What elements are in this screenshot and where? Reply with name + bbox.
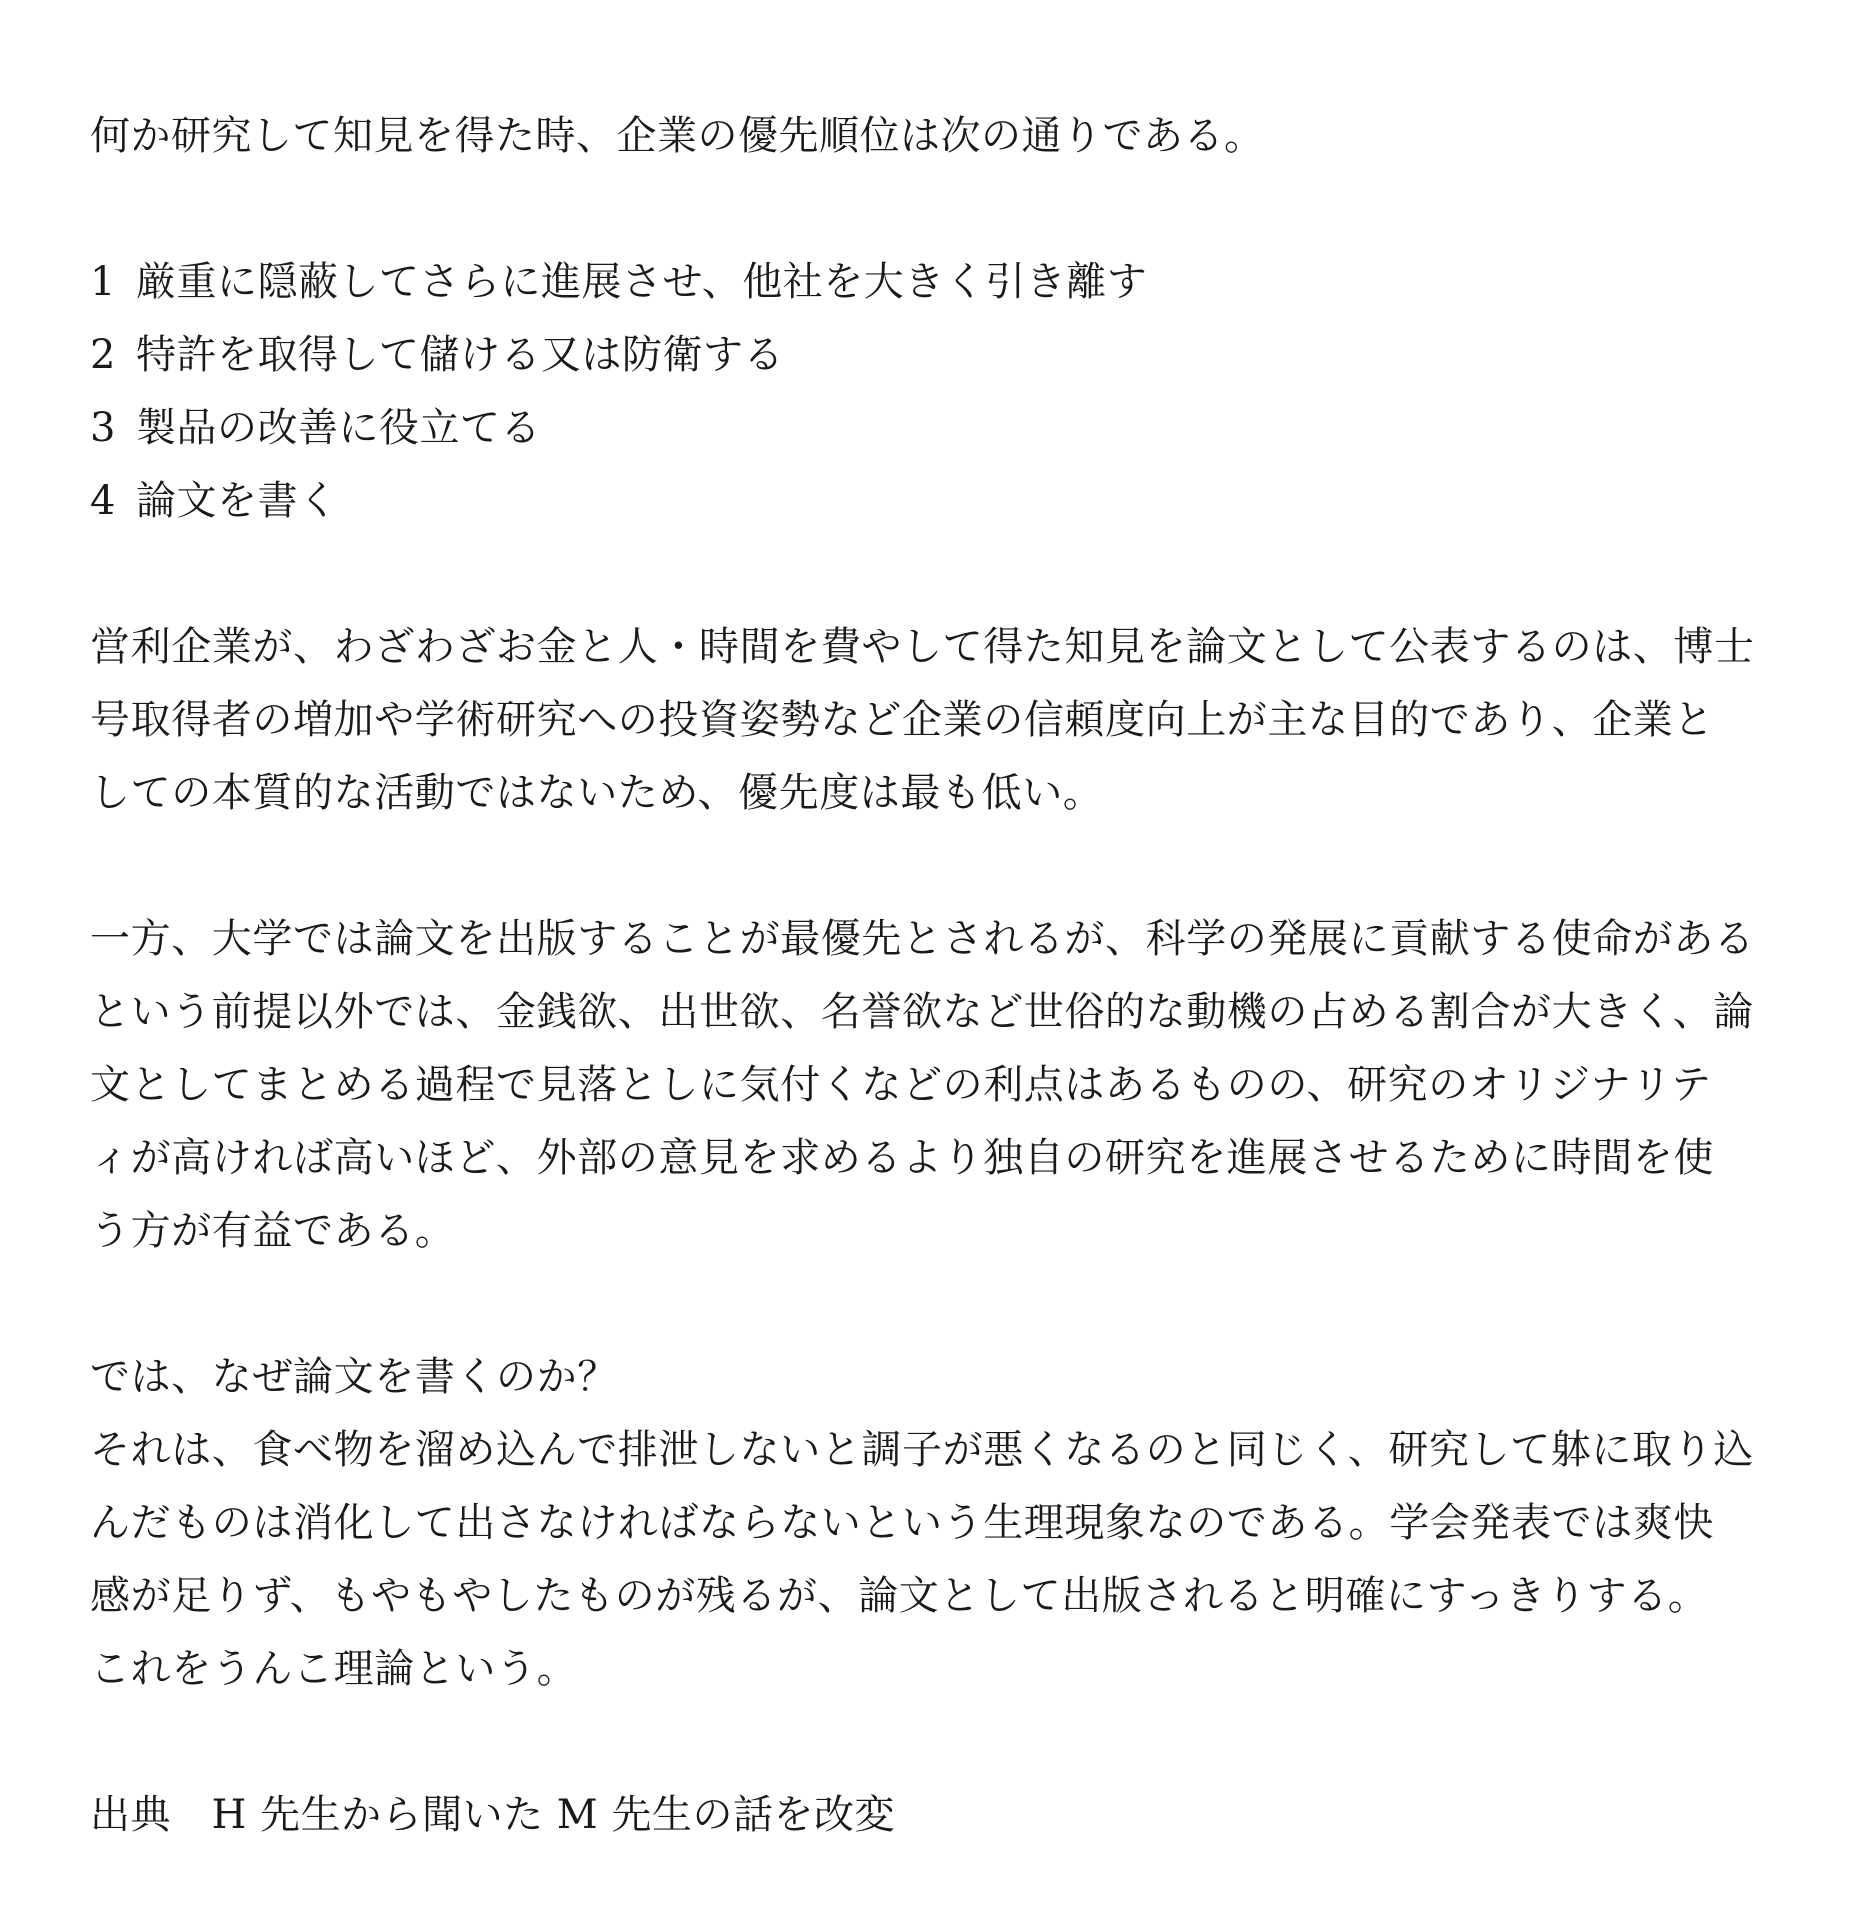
list-item xyxy=(90,465,1800,538)
list-item-text: 特許を取得して儲ける又は防衛する xyxy=(136,332,784,378)
paragraph-line: しての本質的な活動ではないため、優先度は最も低い。 xyxy=(90,770,1104,816)
list-item xyxy=(90,319,1800,392)
paragraph-university xyxy=(90,903,1800,1268)
paragraph-line: という前提以外では、金銭欲、出世欲、名誉欲など世俗的な動機の占める割合が大きく、論 xyxy=(90,989,1754,1035)
list-item-number: 4 xyxy=(90,478,116,524)
paragraph-line: 感が足りず、もやもやしたものが残るが、論文として出版されると明確にすっきりする。 xyxy=(90,1573,1709,1619)
paragraph-line: う方が有益である。 xyxy=(90,1208,456,1254)
list-item-text: 厳重に隠蔽してさらに進展させ、他社を大きく引き離す xyxy=(136,259,1148,305)
list-item-text: 製品の改善に役立てる xyxy=(136,405,541,451)
spacer xyxy=(90,173,1800,246)
spacer xyxy=(90,538,1800,611)
paragraph-line: 文としてまとめる過程で見落としに気付くなどの利点はあるものの、研究のオリジナリテ xyxy=(90,1062,1712,1108)
list-item-number: 1 xyxy=(90,259,116,305)
paragraph-company xyxy=(90,611,1800,830)
list-item xyxy=(90,246,1800,319)
paragraph-line: これをうんこ理論という。 xyxy=(90,1646,578,1692)
spacer xyxy=(90,1706,1800,1779)
paragraph-line: 号取得者の増加や学術研究への投資姿勢など企業の信頼度向上が主な目的であり、企業と xyxy=(90,697,1714,743)
list-item-number: 3 xyxy=(90,405,116,451)
paragraph-line: 営利企業が、わざわざお金と人・時間を費やして得た知見を論文として公表するのは、博士 xyxy=(90,624,1755,670)
list-item-text: 論文を書く xyxy=(136,478,339,524)
intro-text: 何か研究して知見を得た時、企業の優先順位は次の通りである。 xyxy=(90,113,1265,159)
document-body xyxy=(90,100,1800,1852)
spacer xyxy=(90,1268,1800,1341)
paragraph-line: 一方、大学では論文を出版することが最優先とされるが、科学の発展に貢献する使命がある xyxy=(90,916,1755,962)
spacer xyxy=(90,830,1800,903)
priority-list xyxy=(90,246,1800,538)
list-item-number: 2 xyxy=(90,332,116,378)
paragraph-line: それは、食べ物を溜め込んで排泄しないと調子が悪くなるのと同じく、研究して躰に取り込 xyxy=(90,1427,1754,1473)
paragraph-line: ィが高ければ高いほど、外部の意見を求めるより独自の研究を進展させるために時間を使 xyxy=(90,1135,1714,1181)
source-citation: 出典 H 先生から聞いた M 先生の話を改変 xyxy=(90,1792,895,1838)
list-item xyxy=(90,392,1800,465)
paragraph-line: んだものは消化して出さなければならないという生理現象なのである。学会発表では爽快 xyxy=(90,1500,1714,1546)
paragraph-question xyxy=(90,1341,1800,1706)
paragraph-line: では、なぜ論文を書くのか？ xyxy=(90,1354,618,1400)
